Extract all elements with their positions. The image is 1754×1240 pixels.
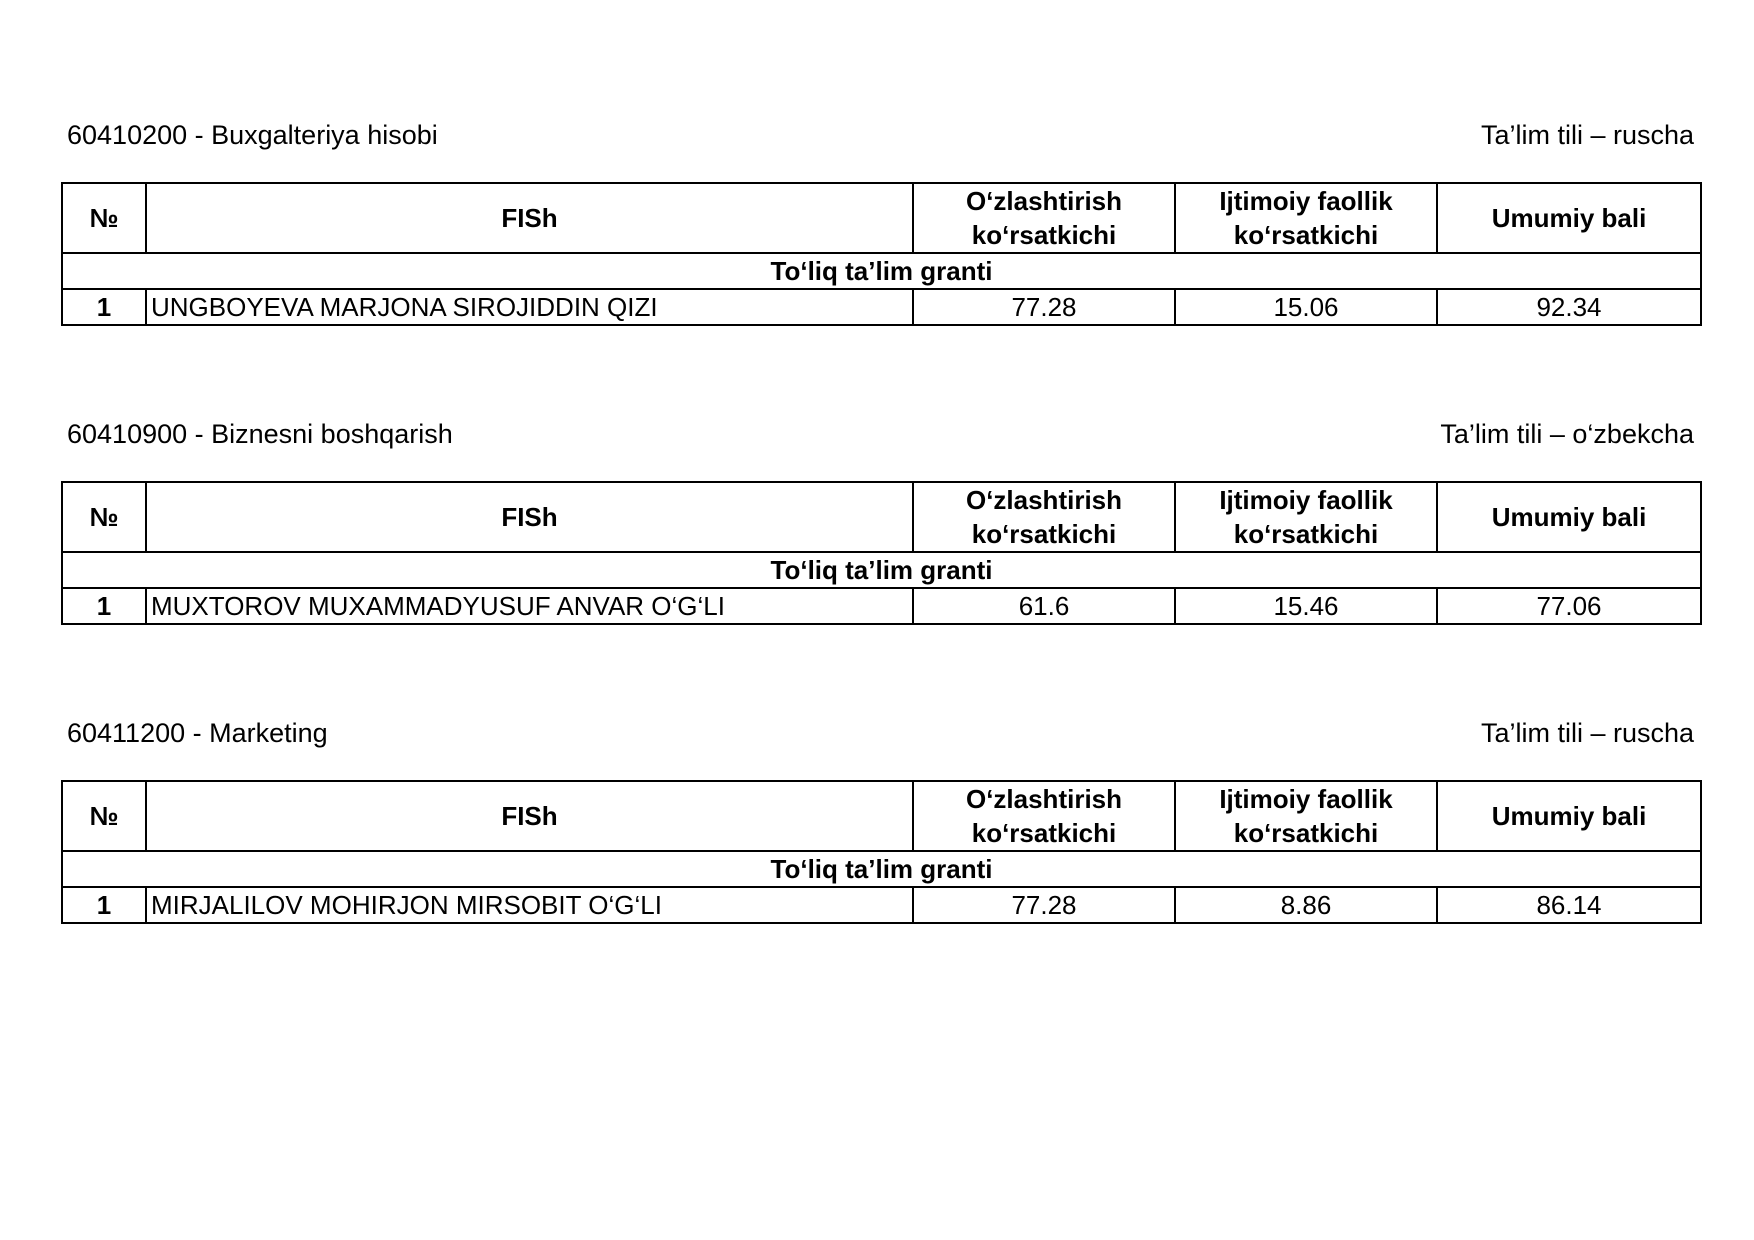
grant-category: To‘liq ta’lim granti (62, 253, 1701, 289)
language-label: Ta’lim tili – ruscha (1480, 718, 1694, 748)
column-header-social-line1: Ijtimoiy faollik (1219, 784, 1393, 814)
column-header-social-line2: ko‘rsatkichi (1233, 818, 1379, 848)
column-header-number: № (62, 482, 146, 552)
column-header-mastery-line1: O‘zlashtirish (965, 485, 1123, 515)
column-header-social (1175, 781, 1437, 851)
column-header-mastery-line2: ko‘rsatkichi (971, 818, 1117, 848)
column-header-mastery (913, 781, 1175, 851)
table-row (62, 289, 1701, 325)
social-score: 8.86 (1175, 887, 1437, 923)
social-score: 15.46 (1175, 588, 1437, 624)
column-header-mastery (913, 482, 1175, 552)
column-header-social-line1: Ijtimoiy faollik (1219, 485, 1393, 515)
program-title: 60410900 - Biznesni boshqarish (67, 419, 453, 449)
program-title: 60410200 - Buxgalteriya hisobi (67, 120, 438, 150)
mastery-score: 61.6 (913, 588, 1175, 624)
program-section (61, 120, 1700, 322)
table-header-row (62, 183, 1701, 253)
grant-category: To‘liq ta’lim granti (62, 552, 1701, 588)
total-score: 86.14 (1437, 887, 1701, 923)
table-row (62, 887, 1701, 923)
column-header-mastery-line2: ko‘rsatkichi (971, 519, 1117, 549)
category-row (62, 253, 1701, 289)
language-label: Ta’lim tili – o‘zbekcha (1440, 419, 1694, 449)
grant-table (61, 780, 1702, 924)
program-section (61, 419, 1700, 621)
student-name: UNGBOYEVA MARJONA SIROJIDDIN QIZI (146, 289, 913, 325)
row-number: 1 (62, 588, 146, 624)
table-header-row (62, 482, 1701, 552)
column-header-number: № (62, 781, 146, 851)
column-header-social (1175, 482, 1437, 552)
column-header-total: Umumiy bali (1437, 781, 1701, 851)
column-header-total: Umumiy bali (1437, 183, 1701, 253)
row-number: 1 (62, 887, 146, 923)
grant-category: To‘liq ta’lim granti (62, 851, 1701, 887)
category-row (62, 552, 1701, 588)
column-header-total: Umumiy bali (1437, 482, 1701, 552)
table-header-row (62, 781, 1701, 851)
grant-table (61, 182, 1702, 326)
total-score: 77.06 (1437, 588, 1701, 624)
column-header-mastery (913, 183, 1175, 253)
category-row (62, 851, 1701, 887)
mastery-score: 77.28 (913, 887, 1175, 923)
language-label: Ta’lim tili – ruscha (1480, 120, 1694, 150)
column-header-mastery-line2: ko‘rsatkichi (971, 220, 1117, 250)
column-header-social-line2: ko‘rsatkichi (1233, 519, 1379, 549)
total-score: 92.34 (1437, 289, 1701, 325)
section-header (61, 419, 1700, 459)
column-header-name: FISh (146, 482, 913, 552)
student-name: MUXTOROV MUXAMMADYUSUF ANVAR O‘G‘LI (146, 588, 913, 624)
mastery-score: 77.28 (913, 289, 1175, 325)
column-header-social (1175, 183, 1437, 253)
column-header-social-line1: Ijtimoiy faollik (1219, 186, 1393, 216)
program-section (61, 718, 1700, 920)
column-header-social-line2: ko‘rsatkichi (1233, 220, 1379, 250)
section-header (61, 120, 1700, 160)
student-name: MIRJALILOV MOHIRJON MIRSOBIT O‘G‘LI (146, 887, 913, 923)
grant-table (61, 481, 1702, 625)
column-header-number: № (62, 183, 146, 253)
table-row (62, 588, 1701, 624)
section-header (61, 718, 1700, 758)
column-header-name: FISh (146, 183, 913, 253)
column-header-mastery-line1: O‘zlashtirish (965, 186, 1123, 216)
program-title: 60411200 - Marketing (67, 718, 328, 748)
social-score: 15.06 (1175, 289, 1437, 325)
column-header-mastery-line1: O‘zlashtirish (965, 784, 1123, 814)
row-number: 1 (62, 289, 146, 325)
column-header-name: FISh (146, 781, 913, 851)
